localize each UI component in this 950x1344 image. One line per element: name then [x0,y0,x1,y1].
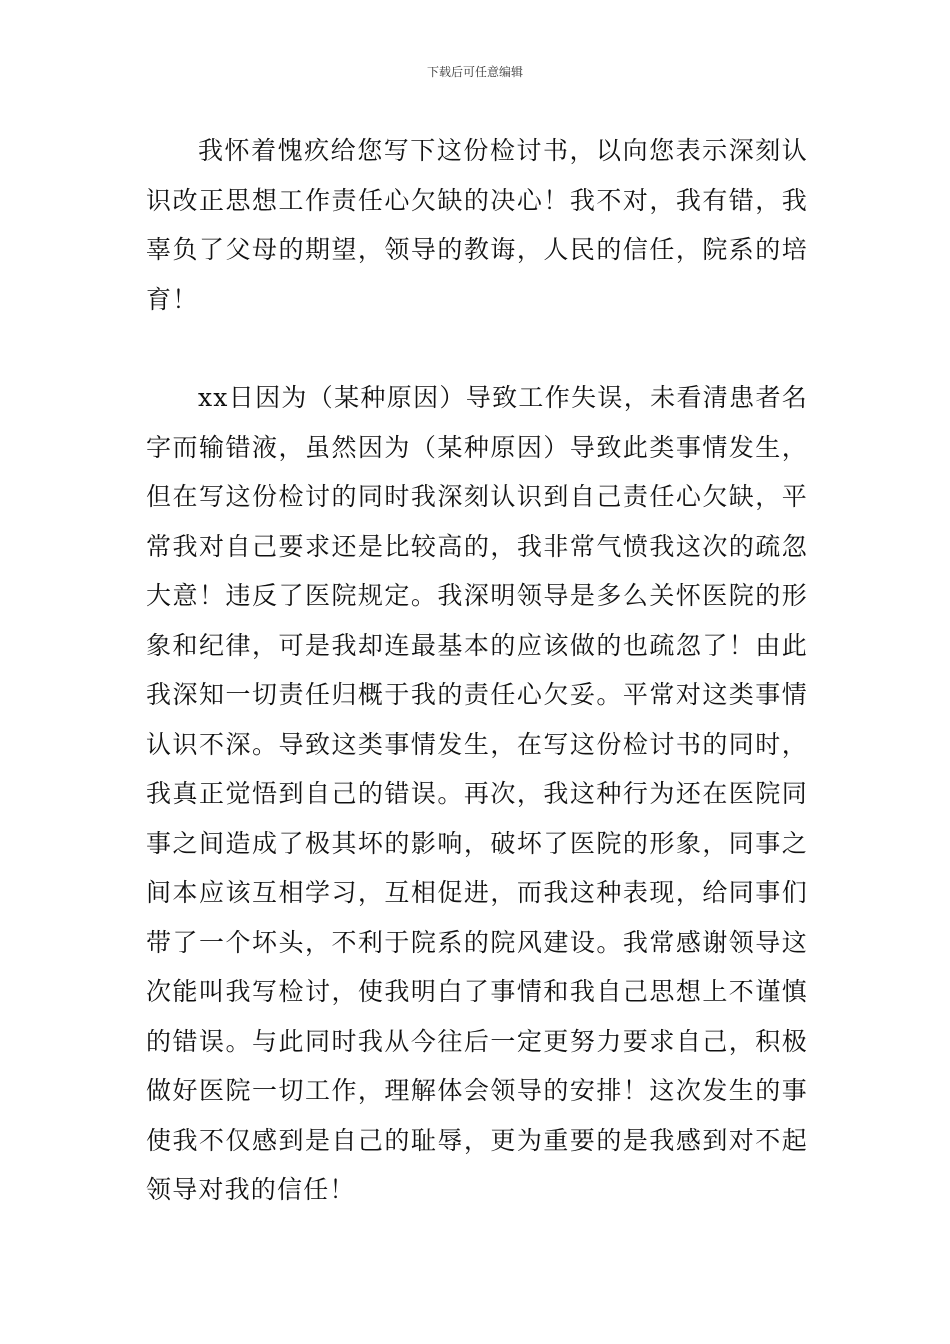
page-header: 下载后可任意编辑 [426,65,523,79]
paragraph-incident-details: xx日因为（某种原因）导致工作失误，未看清患者名字而输错液，虽然因为（某种原因）导致此类事情发生，但在写这份检讨的同时我深刻认识到自己责任心欠缺，平常我对自己要求还是比较高的，我非常气愤我这次的疏忽大意！违反了医院规定。我深明领导是多么关怀医院的形象和纪律，可是我却连最基本的应该做的也疏忽了！由此我深知一切责任归概于我的责任心欠妥。平常对这类事情认识不深。导致这类事情发生，在写这份检讨书的同时，我真正觉悟到自己的错误。再次，我这种行为还在医院同事之间造成了极其坏的影响，破坏了医院的形象，同事之间本应该互相学习，互相促进，而我这种表现，给同事们带了一个坏头，不利于院系的院风建设。我常感谢领导这次能叫我写检讨，使我明白了事情和我自己思想上不谨慎的错误。与此同时我从今往后一定更努力要求自己，积极做好医院一切工作，理解体会领导的安排！这次发生的事使我不仅感到是自己的耻辱，更为重要的是我感到对不起领导对我的信任！ [146,383,808,1204]
paragraph-apology-intro: 我怀着愧疚给您写下这份检讨书，以向您表示深刻认识改正思想工作责任心欠缺的决心！我不对，我有错，我辜负了父母的期望，领导的教诲，人民的信任，院系的培育！ [146,136,808,314]
